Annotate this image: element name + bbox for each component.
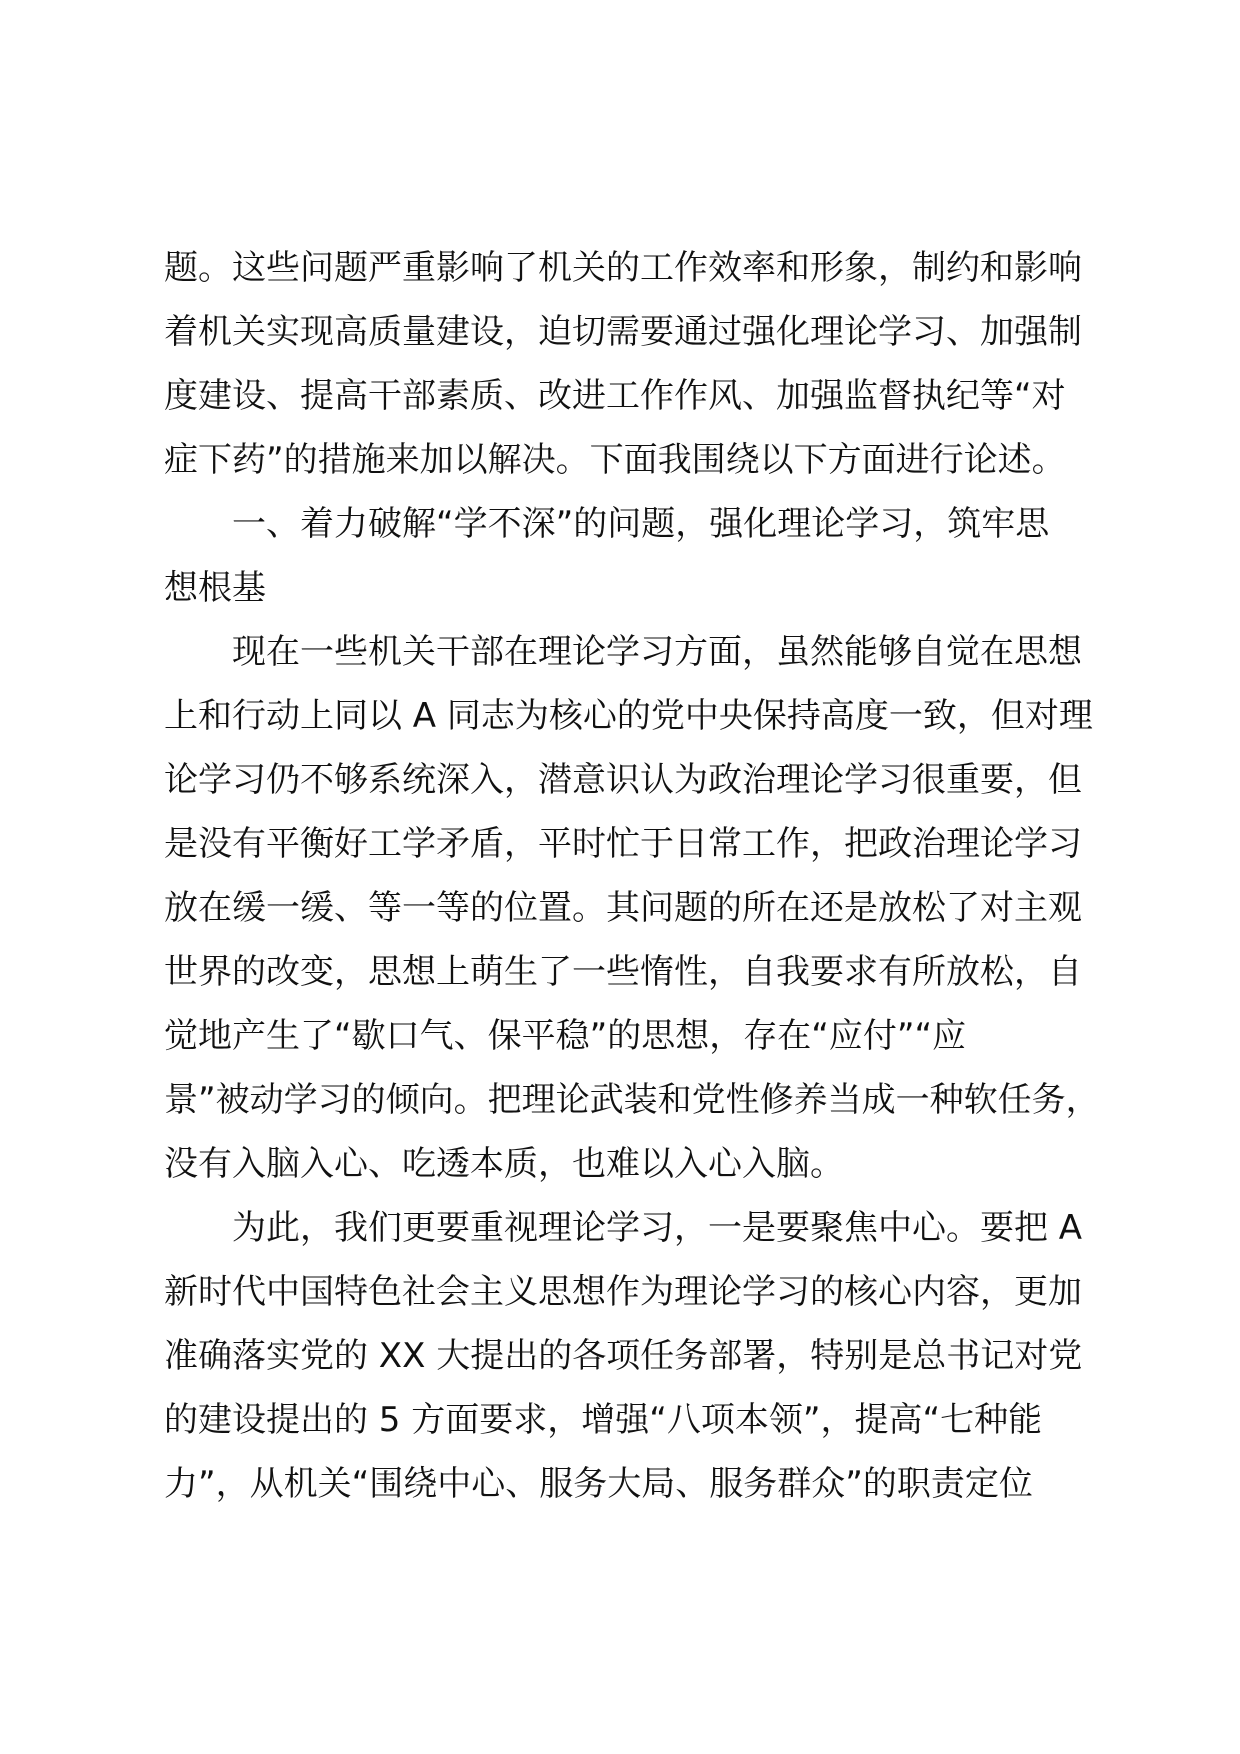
paragraph-line: 景”被动学习的倾向。把理论武装和党性修养当成一种软任务，	[164, 1080, 1100, 1120]
paragraph-line: 为此，我们更要重视理论学习，一是要聚焦中心。要把 A	[232, 1208, 1083, 1248]
paragraph-line: 力”，从机关“围绕中心、服务大局、服务群众”的职责定位	[164, 1464, 1033, 1504]
paragraph-line: 没有入脑入心、吃透本质，也难以入心入脑。	[164, 1144, 844, 1184]
paragraph-line: 世界的改变，思想上萌生了一些惰性，自我要求有所放松，自	[164, 952, 1082, 992]
paragraph-line: 是没有平衡好工学矛盾，平时忙于日常工作，把政治理论学习	[164, 824, 1082, 864]
paragraph-line: 着机关实现高质量建设，迫切需要通过强化理论学习、加强制	[164, 312, 1082, 352]
paragraph-line: 度建设、提高干部素质、改进工作作风、加强监督执纪等“对	[164, 376, 1066, 416]
paragraph-line: 论学习仍不够系统深入，潜意识认为政治理论学习很重要，但	[164, 760, 1082, 800]
paragraph-line: 症下药”的措施来加以解决。下面我围绕以下方面进行论述。	[164, 440, 1066, 480]
paragraph-line: 觉地产生了“歇口气、保平稳”的思想，存在“应付”“应	[164, 1016, 967, 1056]
paragraph-line: 上和行动上同以 A 同志为核心的党中央保持高度一致，但对理	[164, 696, 1093, 736]
paragraph-line: 准确落实党的 XX 大提出的各项任务部署，特别是总书记对党	[164, 1336, 1083, 1376]
paragraph-line: 的建设提出的 5 方面要求，增强“八项本领”，提高“七种能	[164, 1400, 1043, 1440]
paragraph-line: 新时代中国特色社会主义思想作为理论学习的核心内容，更加	[164, 1272, 1082, 1312]
paragraph-line: 现在一些机关干部在理论学习方面，虽然能够自觉在思想	[232, 632, 1082, 672]
section-heading-line: 想根基	[164, 568, 266, 608]
document-body	[164, 236, 1100, 1516]
paragraph-line: 放在缓一缓、等一等的位置。其问题的所在还是放松了对主观	[164, 888, 1082, 928]
paragraph-line: 题。这些问题严重影响了机关的工作效率和形象，制约和影响	[164, 248, 1082, 288]
section-heading-line: 一、着力破解“学不深”的问题，强化理论学习，筑牢思	[232, 504, 1050, 544]
